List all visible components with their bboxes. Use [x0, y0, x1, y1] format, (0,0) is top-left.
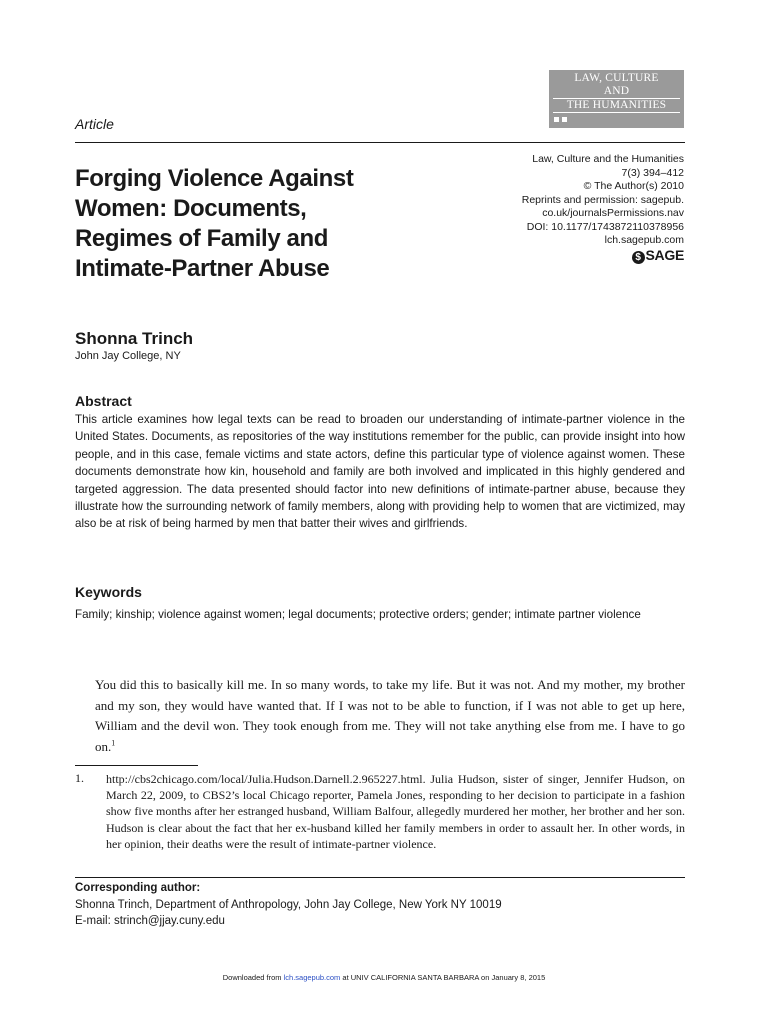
meta-doi: DOI: 10.1177/1743872110378956: [526, 220, 684, 233]
meta-copyright: © The Author(s) 2010: [583, 180, 684, 192]
epigraph-text: You did this to basically kill me. In so many words, to take my life. But it was not. And my mother, my brother and my son, they would have wanted that. If I was not to be able to function, if I was not able to get up here, William and the devil won. They took enough from me. They will not take anything else from me. I have to go on.: [95, 677, 685, 754]
badge-square-icon: [554, 117, 559, 122]
download-prefix: Downloaded from: [222, 973, 284, 982]
title-line-2: Women: Documents,: [75, 195, 307, 222]
corresponding-address: Shonna Trinch, Department of Anthropology, John Jay College, New York NY 10019: [75, 899, 502, 911]
footnote-text: http://cbs2chicago.com/local/Julia.Hudson.Darnell.2.965227.html. Julia Hudson, sister of singer, Jennifer Hudson, on March 22, 2009, to CBS2’s local Chicago reporter, Pamela Jones, responding to her decision to participate in a fashion show five months after her estranged husband, William Balfour, allegedly murdered her mother, her brother and her son. Hudson is clear about the fact that her ex-husband killed her family members in order to assault her. In other words, in her opinion, their deaths were the result of intimate-partner violence.: [106, 772, 685, 851]
corresponding-email[interactable]: E-mail: strinch@jjay.cuny.edu: [75, 915, 225, 927]
journal-badge-line1: LAW, CULTURE: [574, 72, 659, 84]
download-note: [0, 973, 768, 982]
meta-reprints-2[interactable]: co.uk/journalsPermissions.nav: [542, 207, 684, 219]
journal-badge-line3: THE HUMANITIES: [553, 98, 680, 113]
sage-wordmark: SAGE: [645, 247, 684, 263]
download-link[interactable]: lch.sagepub.com: [283, 973, 341, 982]
header-divider: [75, 142, 685, 143]
footnote-divider: [75, 765, 198, 766]
title-line-3: Regimes of Family and: [75, 225, 328, 252]
meta-reprints-1: Reprints and permission: sagepub.: [521, 193, 684, 206]
corresponding-heading: Corresponding author:: [75, 882, 201, 894]
footnote-number: 1.: [75, 771, 84, 785]
article-type-label: Article: [75, 116, 114, 132]
author-name: Shonna Trinch: [75, 329, 194, 348]
sage-logo: [632, 247, 684, 264]
keywords-heading: Keywords: [75, 584, 142, 600]
download-suffix: at UNIV CALIFORNIA SANTA BARBARA on January 8, 2015: [340, 973, 546, 982]
epigraph-quote: [95, 675, 685, 757]
meta-site[interactable]: lch.sagepub.com: [604, 234, 684, 246]
badge-square-icon: [562, 117, 567, 122]
footnote-reference[interactable]: 1: [111, 738, 116, 748]
meta-journal: Law, Culture and the Humanities: [532, 153, 684, 165]
meta-volume: 7(3) 394–412: [621, 166, 684, 179]
publication-meta: [470, 153, 684, 248]
keywords-text: Family; kinship; violence against women; legal documents; protective orders; gender; intimate partner violence: [75, 608, 641, 621]
sage-circle-icon: $: [632, 251, 645, 264]
journal-badge: [549, 70, 684, 128]
abstract-heading: Abstract: [75, 393, 132, 409]
title-line-4: Intimate-Partner Abuse: [75, 255, 330, 282]
article-title: [75, 164, 435, 284]
corresponding-divider: [75, 877, 685, 878]
author-affiliation: John Jay College, NY: [75, 350, 181, 362]
title-line-1: Forging Violence Against: [75, 165, 354, 192]
journal-badge-line2: AND: [603, 85, 630, 97]
abstract-text: This article examines how legal texts can be read to broaden our understanding of intimate-partner violence in the United States. Documents, as repositories of the way institutions remember for the public, can provide insight into how people, and in this case, female victims and state actors, define this particular type of violence against women. These documents demonstrate how kin, household and family are both involved and implicated in this highly gendered and targeted aggression. The data presented should factor into new definitions of intimate-partner abuse, because they illustrate how the surrounding network of family members, along with providing help to women that are victimized, may also be at risk of being harmed by men that batter their wives and girlfriends.: [75, 413, 685, 531]
